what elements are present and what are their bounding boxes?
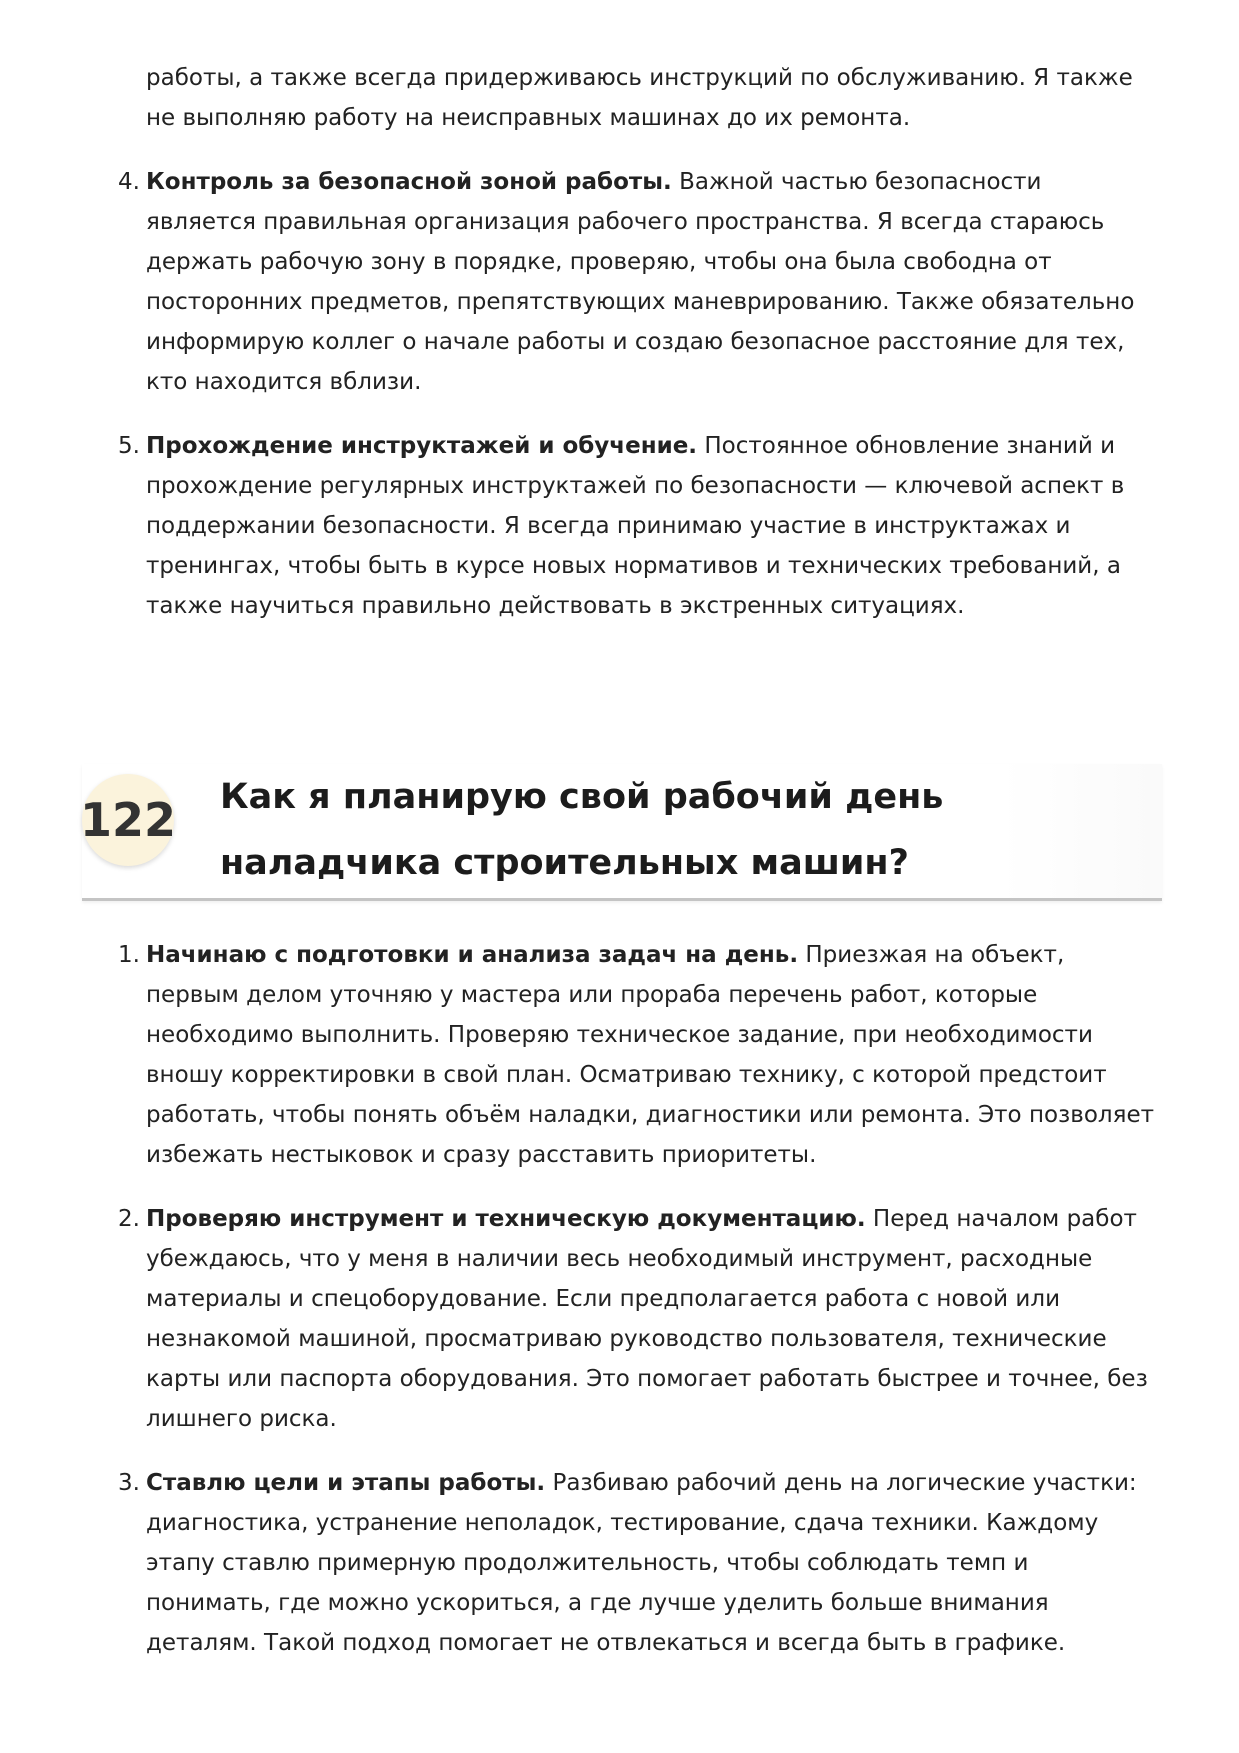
- list-item: [118, 935, 1156, 1175]
- previous-answer-list: [118, 58, 1156, 650]
- question-title: Как я планирую свой рабочий день наладчика строительных машин?: [220, 777, 944, 883]
- list-item-heading: Контроль за безопасной зоной работы.: [146, 169, 672, 195]
- list-item-number: 2.: [118, 1206, 140, 1232]
- list-item: [118, 1199, 1156, 1439]
- list-item-continuation: работы, а также всегда придерживаюсь инструкций по обслуживанию. Я также не выполняю работу на неисправных машинах до их ремонта.: [146, 65, 1133, 131]
- list-item-heading: Начинаю с подготовки и анализа задач на день.: [146, 942, 799, 968]
- list-item-heading: Прохождение инструктажей и обучение.: [146, 433, 698, 459]
- question-number-badge: 122: [82, 774, 174, 866]
- list-item: [118, 426, 1156, 626]
- list-item-text: Разбиваю рабочий день на логические участки: диагностика, устранение неполадок, тестирование, сдача техники. Каждому этапу ставлю примерную продолжительность, чтобы соблюдать темп и понимать, где можно ускориться, а где лучше уделить больше внимания деталям. Такой подход помогает не отвлекаться и всегда быть в графике.: [146, 1470, 1137, 1656]
- list-item-heading: Проверяю инструмент и техническую документацию.: [146, 1206, 866, 1232]
- list-item-number: 1.: [118, 942, 140, 968]
- question-header: [79, 764, 1162, 901]
- list-item-number: 5.: [118, 433, 140, 459]
- list-item-text: Перед началом работ убеждаюсь, что у меня в наличии весь необходимый инструмент, расходные материалы и спецоборудование. Если предполагается работа с новой или незнакомой машиной, просматриваю руководство пользователя, технические карты или паспорта оборудования. Это помогает работать быстрее и точнее, без лишнего риска.: [146, 1206, 1148, 1432]
- answer-list: [118, 935, 1156, 1687]
- list-item-heading: Ставлю цели и этапы работы.: [146, 1470, 546, 1496]
- list-item: [118, 1463, 1156, 1663]
- list-item: [118, 162, 1156, 402]
- list-item-number: 3.: [118, 1470, 140, 1496]
- list-item-text: Постоянное обновление знаний и прохождение регулярных инструктажей по безопасности — ключевой аспект в поддержании безопасности. Я всегда принимаю участие в инструктажах и тренингах, чтобы быть в курсе новых нормативов и технических требований, а также научиться правильно действовать в экстренных ситуациях.: [146, 433, 1125, 619]
- list-item-text: Приезжая на объект, первым делом уточняю у мастера или прораба перечень работ, которые необходимо выполнить. Проверяю техническое задание, при необходимости вношу корректировки в свой план. Осматриваю технику, с которой предстоит работать, чтобы понять объём наладки, диагностики или ремонта. Это позволяет избежать нестыковок и сразу расставить приоритеты.: [146, 942, 1154, 1168]
- list-item-text: Важной частью безопасности является правильная организация рабочего пространства. Я всегда стараюсь держать рабочую зону в порядке, проверяю, чтобы она была свободна от посторонних предметов, препятствующих маневрированию. Также обязательно информирую коллег о начале работы и создаю безопасное расстояние для тех, кто находится вблизи.: [146, 169, 1135, 395]
- list-item-number: 4.: [118, 169, 140, 195]
